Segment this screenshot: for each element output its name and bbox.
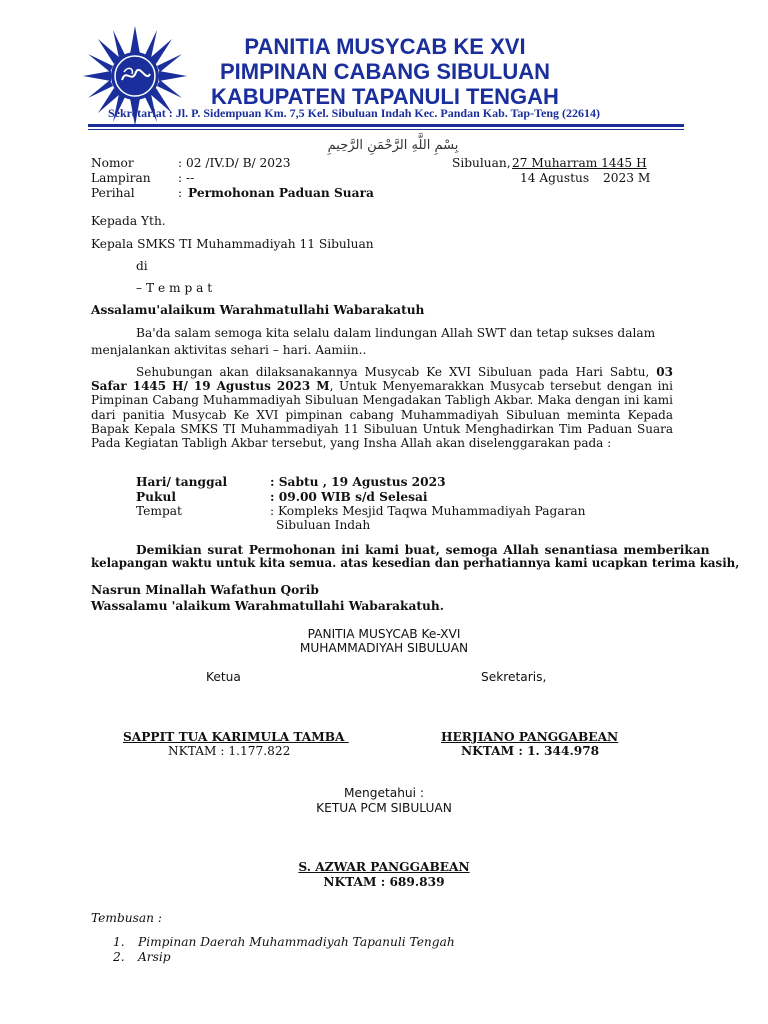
tembusan-item-2-text: Arsip [138,950,171,964]
tembusan-item-2-num: 2. [113,950,125,964]
nomor-value: : 02 /IV.D/ B/ 2023 [178,156,291,170]
tembusan-item-1-num: 1. [113,935,125,949]
recipient-line-3: di [136,259,148,273]
header-rule-thin [88,129,684,130]
ketua-title: Ketua [206,670,241,684]
ketua-nktam: NKTAM : 1.177.822 [168,744,291,758]
lampiran-label: Lampiran [91,171,151,185]
recipient-line-1: Kepada Yth. [91,214,166,228]
paragraph2-part-2: , Untuk Menyemarakkan Musycab tersebut dengan ini Pimpinan Cabang Muhammadiyah Sibuluan Mengadakan Tabligh Akbar. Maka dengan ini kami dari panitia Musycab Ke XVI pimpinan cabang Muhammadiyah Sibuluan meminta Kepada Bapak Kepala SMKS TI Muhammadiyah 11 Sibuluan Untuk Menghadirkan Tim Paduan Suara Pada Kegiatan Tabligh Akbar tersebut, yang Insha Allah akan diselenggarakan pada : [91,379,673,451]
basmalah-text: بِسْمِ اللَّهِ الرَّحْمَنِ الرَّحِيمِ [327,138,459,153]
mengetahui: Mengetahui : [343,786,425,800]
perihal-value: Permohonan Paduan Suara [188,186,374,200]
ketua-pcm-title: KETUA PCM SIBULUAN [316,801,452,815]
event-day-value: : Sabtu , 19 Agustus 2023 [270,475,446,489]
event-time-value: : 09.00 WIB s/d Selesai [270,490,428,504]
date-masehi-day: 14 Agustus [520,171,590,185]
ketua-name: SAPPIT TUA KARIMULA TAMBA [123,730,349,744]
recipient-line-2: Kepala SMKS TI Muhammadiyah 11 Sibuluan [91,237,374,251]
letterhead-line-3: KABUPATEN TAPANULI TENGAH [211,84,559,109]
paragraph1-line-1: Ba'da salam semoga kita selalu dalam lindungan Allah SWT dan tetap sukses dalam [136,326,656,340]
tembusan-item-1-text: Pimpinan Daerah Muhammadiyah Tapanuli Tengah [138,935,455,949]
perihal-label: Perihal [91,186,135,200]
sekretaris-name: HERJIANO PANGGABEAN [441,730,619,744]
pcm-name: S. AZWAR PANGGABEAN [298,860,470,874]
paragraph2 [91,365,673,450]
closing-line-1: Demikian surat Permohonan ini kami buat, semoga Allah senantiasa memberikan [136,543,710,557]
perihal-colon: : [178,186,183,200]
tembusan-label: Tembusan : [91,911,162,925]
recipient-line-4: – T e m p a t [136,281,213,295]
sekretaris-title: Sekretaris, [481,670,547,684]
letterhead-line-1: PANITIA MUSYCAB KE XVI [244,34,526,59]
event-place-label: Tempat [136,504,182,518]
letterhead-line-2: PIMPINAN CABANG SIBULUAN [220,59,550,84]
closing-line-2: kelapangan waktu untuk kita semua. atas kesedian dan perhatiannya kami ucapkan terima kasih, [91,556,740,570]
letter-place: Sibuluan, [452,156,511,170]
event-place-value-1: : Kompleks Mesjid Taqwa Muhammadiyah Pagaran [270,504,586,518]
date-hijri: 27 Muharram 1445 H [512,156,647,170]
closing-salam: Wassalamu 'alaikum Warahmatullahi Wabarakatuh. [91,599,444,613]
closing-line-3: Nasrun Minallah Wafathun Qorib [91,583,319,597]
opening-greeting: Assalamu'alaikum Warahmatullahi Wabarakatuh [91,303,425,317]
header-rule-thick [88,124,684,127]
sekretaris-nktam: NKTAM : 1. 344.978 [461,744,600,758]
pcm-nktam: NKTAM : 689.839 [323,875,445,889]
nomor-label: Nomor [91,156,134,170]
signature-org-1: PANITIA MUSYCAB Ke-XVI [307,627,461,641]
signature-org-2: MUHAMMADIYAH SIBULUAN [299,641,469,655]
event-time-label: Pukul [136,490,176,504]
letterhead [190,34,580,109]
paragraph1-line-2: menjalankan aktivitas sehari – hari. Aamiin.. [91,343,367,357]
paragraph2-part-1: Sehubungan akan dilaksanakannya Musycab Ke XVI Sibuluan pada Hari Sabtu, [136,365,657,379]
lampiran-value: : -- [178,171,195,185]
event-day-label: Hari/ tanggal [136,475,228,489]
date-masehi-year: 2023 M [603,171,651,185]
paragraph2-event-date: 03 Safar 1445 H/ 19 Agustus 2023 M [91,365,673,394]
event-place-value-2: Sibuluan Indah [276,518,371,532]
secretariat-address: Sekretariat : Jl. P. Sidempuan Km. 7,5 Kel. Sibuluan Indah Kec. Pandan Kab. Tap-Teng (22614) [108,106,600,120]
basmalah [318,136,468,158]
